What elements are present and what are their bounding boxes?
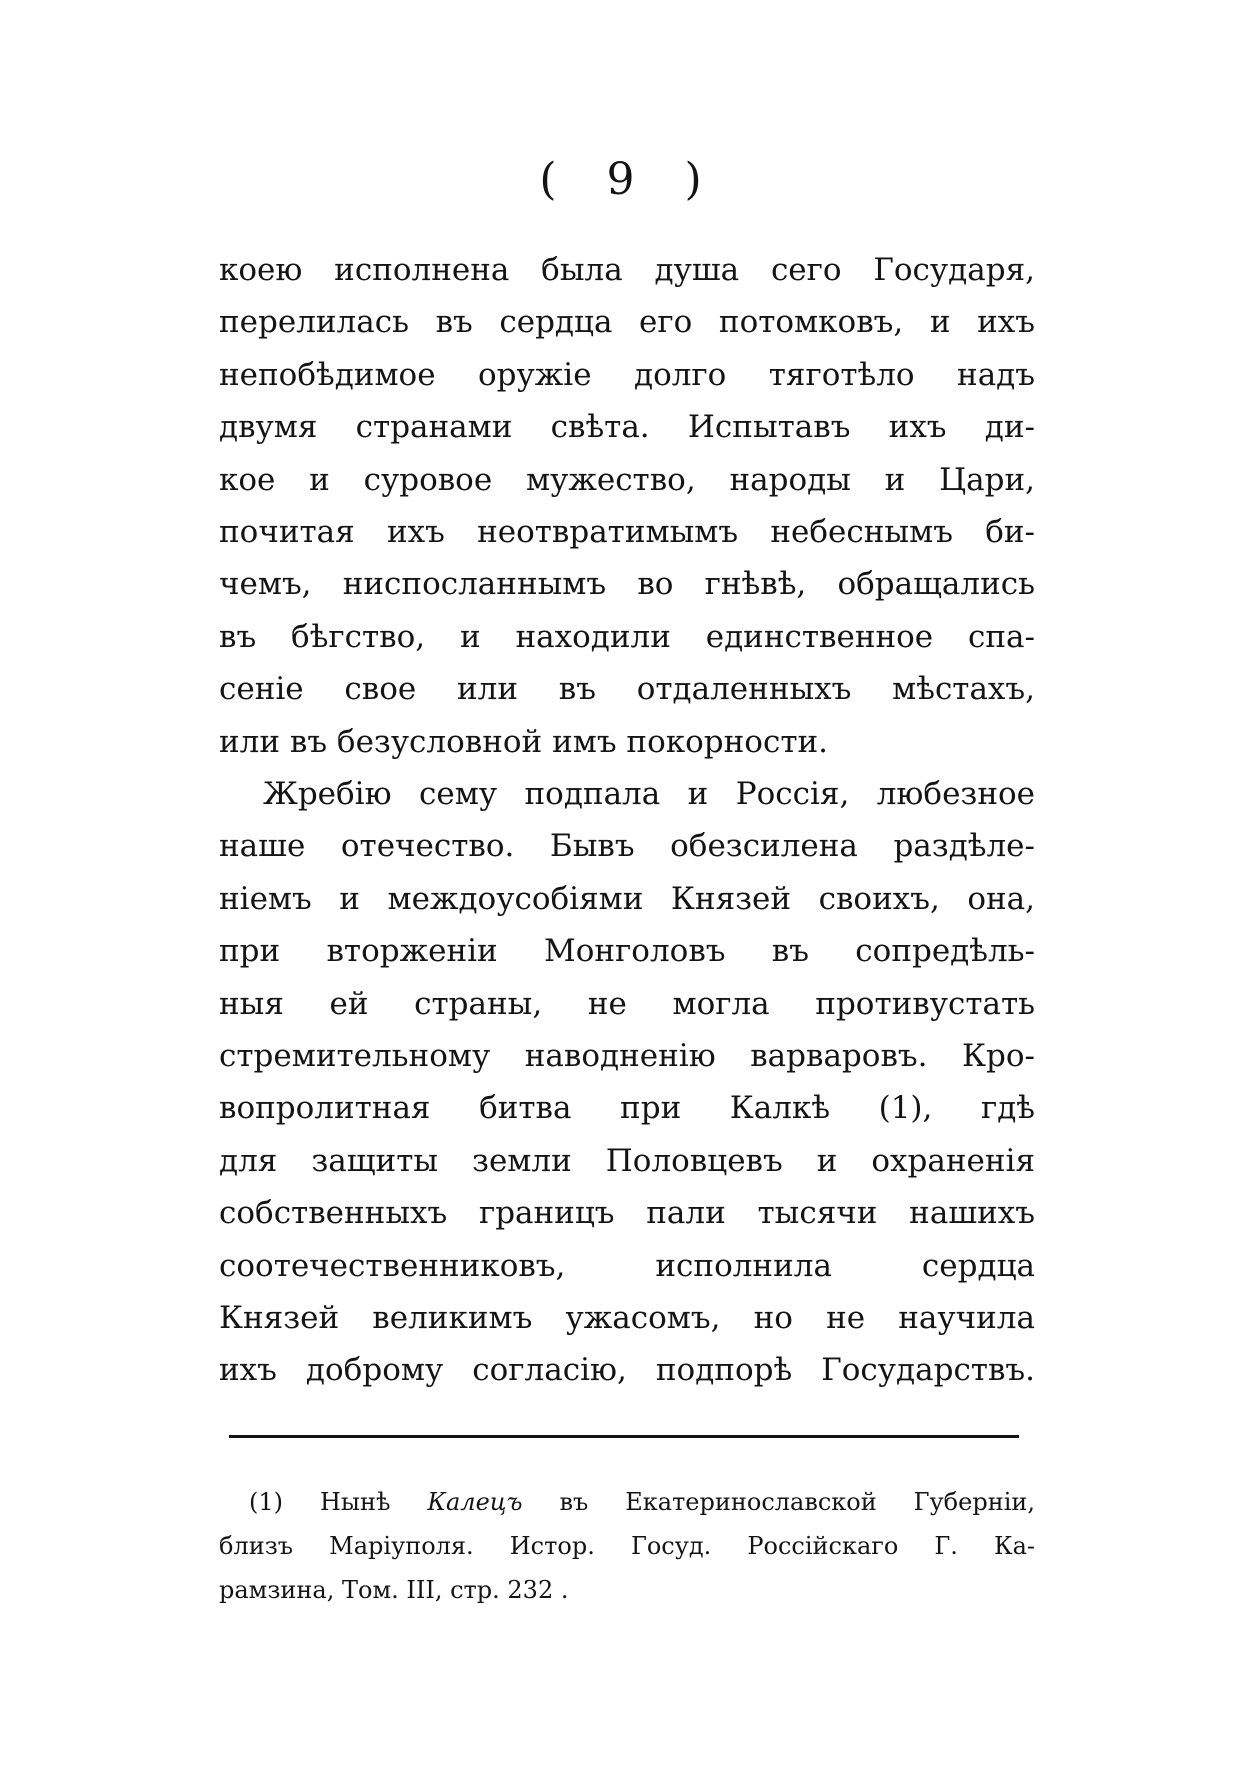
text-line: для защиты земли Половцевъ и охраненія: [219, 1142, 1035, 1179]
text-line: ніемъ и междоусобіями Князей своихъ, она,: [219, 880, 1035, 917]
text-line: почитая ихъ неотвратимымъ небеснымъ би-: [219, 513, 1035, 550]
text-line: или въ безусловной имъ покорности.: [219, 723, 828, 760]
footnote-text: (1) Нынѣ: [249, 1488, 428, 1516]
text-line: перелилась въ сердца его потомковъ, и ихъ: [219, 304, 1035, 341]
text-line: въ бѣгство, и находили единственное спа-: [219, 618, 1035, 655]
text-line: кое и суровое мужество, народы и Цари,: [219, 461, 1035, 498]
footnote-divider: [229, 1435, 1019, 1438]
text-line: Князей великимъ ужасомъ, но не научила: [219, 1299, 1035, 1336]
text-line: непобѣдимое оружіе долго тяготѣло надъ: [219, 356, 1035, 393]
paragraph-two: [219, 768, 1035, 1397]
text-line: коею исполнена была душа сего Государя,: [219, 252, 1035, 288]
text-line: чемъ, ниспосланнымъ во гнѣвѣ, обращались: [219, 566, 1035, 603]
text-line: соотечественниковъ, исполнила сердца: [219, 1247, 1035, 1284]
footnote-line: близъ Маріуполя. Истор. Госуд. Россійскаго Г. Ка-: [219, 1532, 1035, 1560]
footnote-text: въ Екатеринославской Губерніи,: [522, 1488, 1035, 1516]
text-line: наше отечество. Бывъ обезсилена раздѣле-: [219, 828, 1035, 865]
text-line: сеніе свое или въ отдаленныхъ мѣстахъ,: [219, 671, 1035, 708]
text-line: двумя странами свѣта. Испытавъ ихъ ди-: [219, 409, 1035, 446]
text-line: стремительному наводненію варваровъ. Кро-: [219, 1037, 1035, 1074]
text-line: Жребію сему подпала и Россія, любезное: [263, 776, 1035, 812]
footnote-place-name: Калецъ: [427, 1488, 523, 1516]
text-line: при вторженіи Монголовъ въ сопредѣль-: [219, 933, 1035, 970]
paragraph-one: [219, 244, 1035, 768]
text-line: ихъ доброму согласію, подпорѣ Государствъ.: [219, 1352, 1035, 1389]
page-number: ( 9 ): [539, 154, 720, 205]
text-line: вопролитная битва при Калкѣ (1), гдѣ: [219, 1090, 1035, 1127]
footnote: [219, 1480, 1035, 1612]
footnote-line: [219, 1480, 1035, 1524]
footnote-line: рамзина, Том. III, стр. 232 .: [219, 1576, 569, 1604]
text-line: собственныхъ границъ пали тысячи нашихъ: [219, 1195, 1035, 1232]
text-line: ныя ей страны, не могла противустать: [219, 985, 1035, 1022]
